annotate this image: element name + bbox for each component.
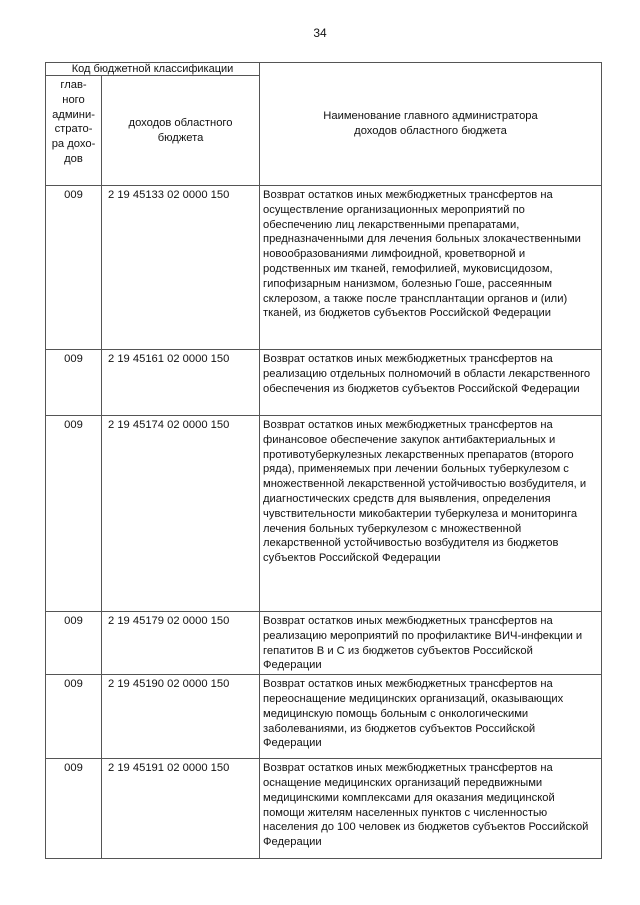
cell-revenue-name: Возврат остатков иных межбюджетных трансфертов на финансовое обеспечение закупок антибактериальных и противотуберкулезных лекарственных препаратов (второго ряда), применяемых при лечении больных туберкулезом с множественной лекарственной устойчивостью возбудителя, и диагностических средств для выявления, определения чувствительности микобактерии туберкулеза и мониторинга лечения больных туберкулезом с множественной лекарственной устойчивостью возбудителя из бюджетов субъектов Российской Федерации (260, 416, 602, 612)
header-row-top (46, 63, 602, 76)
cell-revenue-code: 2 19 45191 02 0000 150 (102, 759, 260, 859)
table-row (46, 350, 602, 416)
table-row (46, 675, 602, 759)
table-row (46, 416, 602, 612)
budget-classification-table (45, 62, 602, 859)
table-row (46, 759, 602, 859)
cell-revenue-code: 2 19 45190 02 0000 150 (102, 675, 260, 759)
cell-revenue-code: 2 19 45179 02 0000 150 (102, 612, 260, 675)
table-row (46, 612, 602, 675)
cell-revenue-name: Возврат остатков иных межбюджетных трансфертов на реализацию отдельных полномочий в области лекарственного обеспечения из бюджетов субъектов Российской Федерации (260, 350, 602, 416)
cell-administrator-code: 009 (46, 612, 102, 675)
cell-revenue-name: Возврат остатков иных межбюджетных трансфертов на осуществление организационных мероприятий по обеспечению лиц лекарственными препаратами, предназначенными для лечения больных злокачественными новообразованиями лимфоидной, кроветворной и родственных им тканей, гемофилией, муковисцидозом, гипофизарным нанизмом, болезнью Гоше, рассеянным склерозом, а также после трансплантации органов и (или) тканей, из бюджетов субъектов Российской Федерации (260, 186, 602, 350)
cell-revenue-code: 2 19 45133 02 0000 150 (102, 186, 260, 350)
cell-administrator-code: 009 (46, 675, 102, 759)
cell-revenue-name: Возврат остатков иных межбюджетных трансфертов на реализацию мероприятий по профилактике ВИЧ-инфекции и гепатитов B и C из бюджетов субъектов Российской Федерации (260, 612, 602, 675)
cell-revenue-code: 2 19 45161 02 0000 150 (102, 350, 260, 416)
cell-revenue-name: Возврат остатков иных межбюджетных трансфертов на оснащение медицинских организаций передвижными медицинскими комплексами для оказания медицинской помощи жителям населенных пунктов с численностью населения до 100 человек из бюджетов субъектов Российской Федерации (260, 759, 602, 859)
cell-administrator-code: 009 (46, 416, 102, 612)
cell-administrator-code: 009 (46, 186, 102, 350)
header-main-administrator-text: глав- ного админи- страто- ра дохо- дов (51, 79, 96, 165)
page-number: 34 (313, 26, 327, 40)
header-main-administrator (46, 76, 102, 186)
header-administrator-name-text: Наименование главного администратора доходов областного бюджета (323, 110, 538, 137)
cell-revenue-name: Возврат остатков иных межбюджетных трансфертов на переоснащение медицинских организаций, оказывающих медицинскую помощь больным с онкологическими заболеваниями, из бюджетов субъектов Российской Федерации (260, 675, 602, 759)
cell-revenue-code: 2 19 45174 02 0000 150 (102, 416, 260, 612)
header-regional-budget-revenue-text: доходов областного бюджета (128, 116, 233, 144)
cell-administrator-code: 009 (46, 759, 102, 859)
header-budget-classification-code: Код бюджетной классификации (46, 63, 260, 76)
table-row (46, 186, 602, 350)
header-administrator-name (260, 63, 602, 186)
header-regional-budget-revenue (102, 76, 260, 186)
cell-administrator-code: 009 (46, 350, 102, 416)
